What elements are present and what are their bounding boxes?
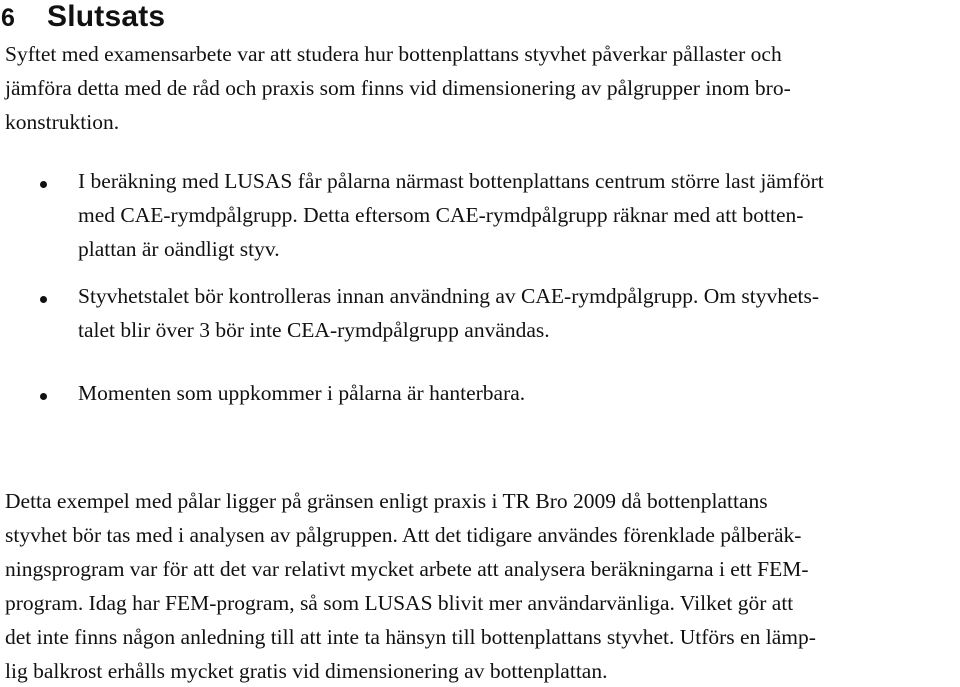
list-item-line: talet blir över 3 bör inte CEA-rymdpålgrupp användas. xyxy=(78,318,550,342)
section-title: Slutsats xyxy=(47,0,166,33)
closing-line: ningsprogram var för att det var relativt mycket arbete att analysera beräkningarna i ett FEM- xyxy=(5,557,809,581)
closing-line: lig balkrost erhålls mycket gratis vid dimensionering av bottenplattan. xyxy=(5,659,608,683)
closing-line: det inte finns någon anledning till att inte ta hänsyn till bottenplattans styvhet. Utförs en lämp- xyxy=(5,625,816,649)
intro-line: Syftet med examensarbete var att studera hur bottenplattans styvhet påverkar pållaster och xyxy=(5,42,782,66)
list-item-line: plattan är oändligt styv. xyxy=(78,237,280,261)
intro-line: konstruktion. xyxy=(5,110,120,134)
closing-line: styvhet bör tas med i analysen av pålgruppen. Att det tidigare användes förenklade pålberäk- xyxy=(5,523,802,547)
list-item-line: med CAE-rymdpålgrupp. Detta eftersom CAE-rymdpålgrupp räknar med att botten- xyxy=(78,203,804,227)
bullet-icon xyxy=(40,393,47,400)
closing-line: program. Idag har FEM-program, så som LUSAS blivit mer användarvänliga. Vilket gör att xyxy=(5,591,794,615)
bullet-icon xyxy=(40,296,47,303)
section-heading xyxy=(0,0,165,36)
list-item-line: Momenten som uppkommer i pålarna är hanterbara. xyxy=(78,381,526,405)
intro-line: jämföra detta med de råd och praxis som finns vid dimensionering av pålgrupper inom bro- xyxy=(5,76,791,100)
bullet-icon xyxy=(40,181,47,188)
list-item-line: Styvhetstalet bör kontrolleras innan användning av CAE-rymdpålgrupp. Om styvhets- xyxy=(78,284,820,308)
section-number: 6 xyxy=(1,4,15,32)
list-item-line: I beräkning med LUSAS får pålarna närmast bottenplattans centrum större last jämfört xyxy=(78,169,824,193)
closing-line: Detta exempel med pålar ligger på gränsen enligt praxis i TR Bro 2009 då bottenplattans xyxy=(5,489,768,513)
